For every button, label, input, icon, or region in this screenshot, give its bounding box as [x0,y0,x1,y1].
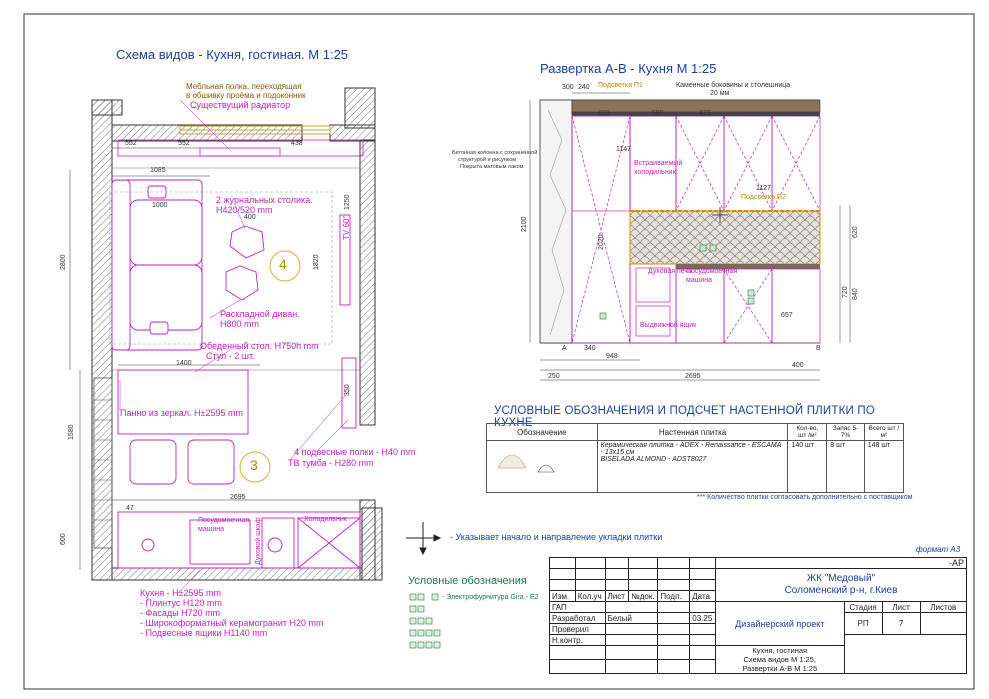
sheet-title-3: Развертки А-В М 1:25 [742,664,818,673]
stage-value: РП [844,613,882,635]
project-name: ЖК "Медовый" [806,573,876,584]
label-stone-d: 20 мм [710,90,730,97]
mark-a: А [562,345,567,352]
label-mirror: Панно из зеркал. H±2595 mm [120,408,243,418]
dim-350: 350 [344,384,351,396]
developer-name: Белый [605,613,658,624]
label-fridge: Холодильник [304,516,347,523]
label-concrete-3: Покрыта матовым лаком [460,164,524,170]
wall-right [360,140,375,425]
dining-table [118,370,248,434]
label-tv-stand: ТВ тумба - H280 mm [288,458,374,468]
tile-cell-qty: 140 шт [788,441,827,493]
kitchen-note-0: Кухня - H±2595 mm [140,588,222,598]
edim-948: 948 [606,353,618,360]
sheet-title-2: Схема видов М 1:25, [743,655,816,664]
tile-cell-reserve: 8 шт [827,441,865,493]
coffee-table-2 [226,266,258,300]
sheet-value: 7 [882,613,920,635]
label-dishwasher-2: машина [198,526,224,533]
legend-title: Условные обозначения [408,575,527,587]
sheet-title-1: Кухня, гостиная [752,646,808,655]
direction-note: - Указывает начало и направление укладки плитки [450,532,663,542]
wall-pillar [345,88,375,128]
dim-600: 600 [60,533,67,545]
tile-table [486,423,904,493]
dim-552b: 552 [178,140,190,147]
sheet-header: Лист [882,602,920,613]
stage-header: Стадия [844,602,882,613]
role-gap: ГАП [550,602,606,613]
dim-1250: 1250 [344,194,351,210]
tile-cell-desc [597,441,788,493]
edim-476: 476 [699,110,711,117]
edim-2695: 2695 [685,373,701,380]
tile-backsplash [630,211,820,264]
dim-2800: 2800 [60,254,67,270]
dim-1400: 1400 [176,360,192,367]
label-elev-fridge-2: холодильник [634,169,676,176]
elevation-drawing [530,93,850,380]
tile-header-symbol: Обозначение [487,424,598,441]
label-dining: Обеденный стол. H750h mm [200,341,319,351]
format-label: формат А3 [916,545,961,554]
mark-b: В [816,345,821,352]
edim-657: 657 [781,312,793,319]
wall-left [92,100,112,580]
label-dishwasher: Посудомоечная [198,517,250,524]
coffee-table-1 [230,226,264,258]
dim-1580: 1580 [68,424,75,440]
chair-2 [188,440,234,484]
elevation-title: Развертка А-В - Кухня М 1:25 [540,61,717,76]
kitchen-note-2: - Фасады H720 mm [140,608,221,618]
role-norm: Н.контр. [550,635,606,646]
tile-header-qty: Кол-во, шт /м² [788,424,827,441]
wall-top [112,125,302,141]
label-oven: Духовой шкаф [255,517,262,565]
col-podp: Подп. [658,591,690,602]
zone-4-label: 4 [279,256,287,272]
dim-1085: 1085 [150,167,166,174]
doc-code: -АР [715,558,966,569]
label-elev-fridge: Встраиваемый [634,160,683,167]
dim-400: 400 [244,214,256,221]
edim-1127: 1127 [756,185,772,192]
dim-552a: 552 [125,140,137,147]
dim-1000: 1000 [152,202,168,209]
label-elev-dish-2: машина [686,277,712,284]
wall-top-left [92,100,122,115]
edim-340: 340 [584,345,596,352]
project-location: Соломенский р-н, г.Киев [784,585,898,596]
edim-2100: 2100 [521,216,528,232]
tile-header-reserve: Запас 5-7% [827,424,865,441]
col-ndoc: №док. [629,591,658,602]
edim-720: 720 [842,286,849,298]
edim-620: 620 [852,226,859,238]
edim-1147: 1147 [616,146,632,153]
label-concrete-2: структурой и рисунком [458,157,517,163]
dim-47: 47 [126,505,134,512]
edim-840: 840 [852,288,859,300]
developer-date: 03.25 [690,613,716,624]
radiator [200,148,280,156]
wall-bottom-right [362,508,382,580]
label-sofa-h: H800 mm [220,319,260,329]
label-radiator: Существущий радиатор [190,100,291,110]
title-block [549,557,967,674]
label-tables-h: H420/520 mm [216,205,273,215]
dim-2695: 2695 [230,494,246,501]
tile-header-total: Всего шт /м² [864,424,903,441]
label-backsplash-2: Подсветка П2 [741,194,786,201]
edim-300: 300 [562,84,574,91]
sheets-header: Листов [920,602,966,613]
col-kolich: Кол.уч [575,591,605,602]
label-concrete: Бетонная колонна с сохранённой [452,150,538,156]
tile-header-tile: Настенная плитка [597,424,788,441]
label-shelf: Мебльная полка, переходящая [186,82,302,91]
label-elev-drawer: Выдвижной ящик [640,322,697,329]
label-tv: TV 60" [342,215,351,240]
kitchen-note-3: - Широкоформатный керамогранит H20 mm [140,618,324,628]
sink [142,539,154,551]
edim-250: 250 [548,373,560,380]
tile-desc-2: BISELADA ALMOND - ADST8027 [600,456,707,463]
kitchen-note-4: - Подвесные ящики H1140 mm [140,628,268,638]
edim-580: 580 [652,110,664,117]
wall-bottom [112,568,362,580]
dim-1820: 1820 [313,254,320,270]
col-date: Дата [690,591,716,602]
edim-400: 400 [792,362,804,369]
label-elev-oven: Духовая печь [648,268,692,275]
chair-1 [130,440,176,484]
edim-240: 240 [578,84,590,91]
kitchen-note-1: - Плинтус H120 mm [140,598,222,608]
label-chairs: Стул - 2 шт. [206,351,255,361]
label-stone: Каменные боковины и столешница [676,82,791,89]
plan-title: Схема видов - Кухня, гостиная. М 1:25 [116,47,349,62]
label-backsplash-1: Подсветка П1 [598,82,643,89]
label-shelf-2: в обшивку проёма и подоконник [186,91,306,100]
zone-3-label: 3 [250,457,258,473]
design-label: Дизайнерский проект [715,602,844,646]
tile-footnote: *** Количество плитки согласовать дополнительно с поставщиком [697,494,913,501]
label-shelves: 4 подвесные полки - H40 mm [294,447,416,457]
label-sofa: Раскладной диван. [220,309,300,319]
tile-table-title: УСЛОВНЫЕ ОБОЗНАЧЕНИЯ И ПОДСЧЕТ НАСТЕННОЙ ПЛИТКИ ПО КУХНЕ [494,405,875,429]
edim-600: 600 [598,110,610,117]
col-izm: Изм. [550,591,576,602]
edim-2020: 2020 [598,234,605,250]
tile-cell-symbol [487,441,598,493]
col-list: Лист [605,591,629,602]
label-elev-dish: Посудомоечная [686,268,738,275]
role-developer: Разработал [550,613,606,624]
tile-cell-total: 148 шт [864,441,903,493]
tile-desc-1: Керамическая плитка - ADEX - Renaissance - ESCAMA - 13x15 см [600,442,782,456]
direction-arrow [406,522,440,554]
legend-icons [410,594,440,648]
label-tables: 2 журнальных столика. [216,195,313,205]
legend-item: - Электрофурнитура Gira - E2 [442,594,539,601]
role-checked: Проверил [550,624,606,635]
dim-438: 438 [291,140,303,147]
